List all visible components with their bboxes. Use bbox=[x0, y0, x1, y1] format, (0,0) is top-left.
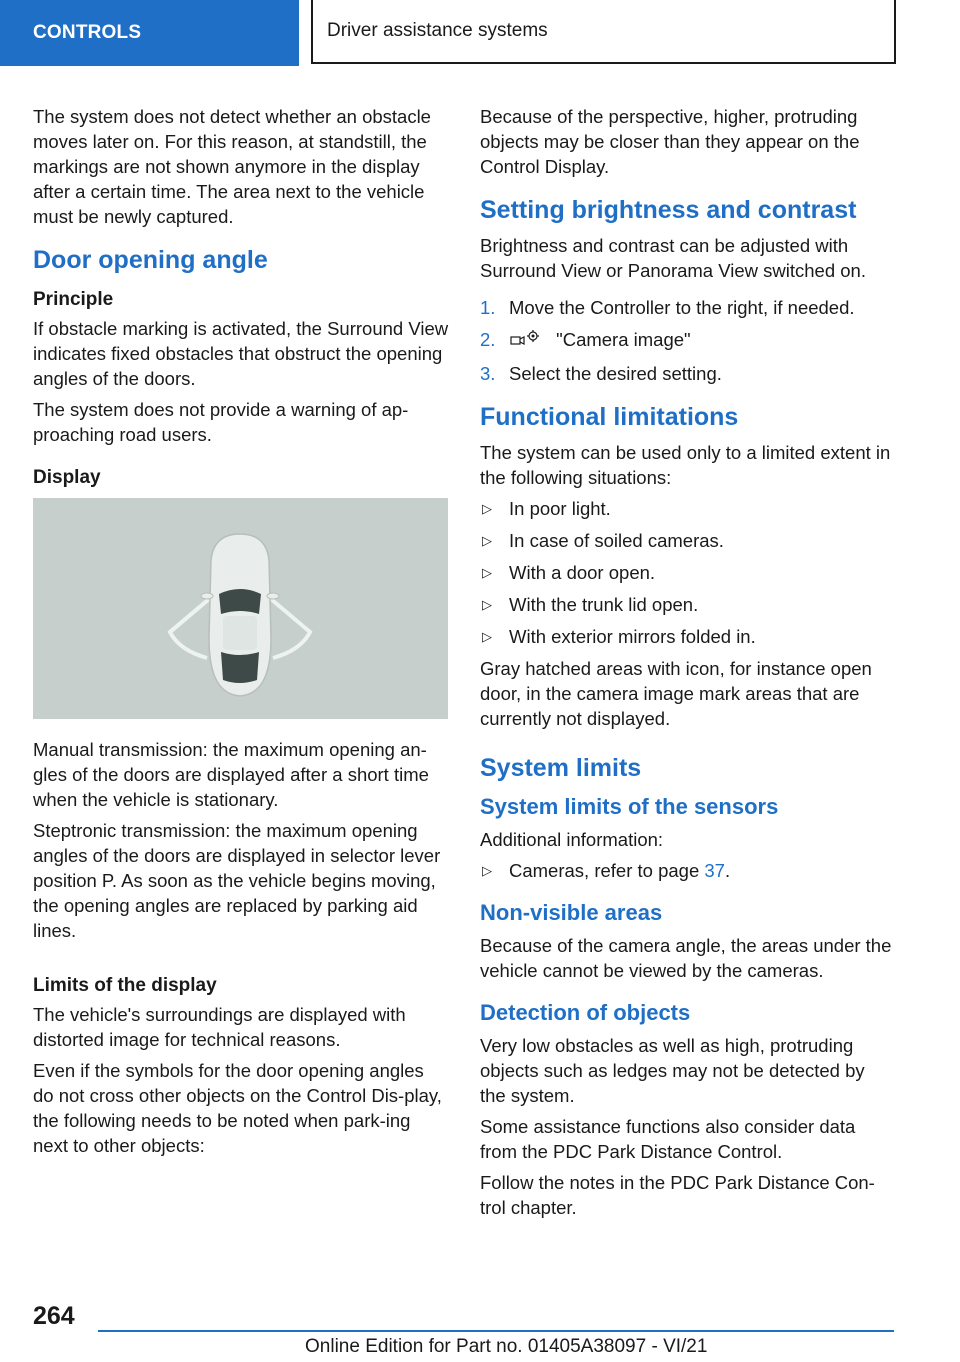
steptronic-paragraph: Steptronic transmission: the maximum opening angles of the doors are displayed in selector lever position P. As soon as the vehicle begins moving, the opening angles are replaced by parking aid lines. bbox=[33, 820, 441, 941]
bullet-triangle-icon: ▷ bbox=[482, 863, 492, 879]
right-door-arc bbox=[265, 594, 310, 658]
bullet-triangle-icon: ▷ bbox=[482, 565, 492, 581]
limits-paragraph-2: Even if the symbols for the door opening angles do not cross other objects on the Control Dis-play, the following needs to be noted when park-ing next to other objects: bbox=[33, 1060, 442, 1156]
chapter-header bbox=[311, 0, 896, 64]
section-tab bbox=[0, 0, 299, 66]
functional-limitations-heading: Functional limitations bbox=[480, 403, 739, 432]
chapter-title: Driver assistance systems bbox=[327, 20, 548, 41]
list-item bbox=[480, 624, 892, 649]
detection-paragraph-3: Follow the notes in the PDC Park Distance Con-trol chapter. bbox=[480, 1172, 875, 1219]
detection-paragraph-1: Very low obstacles as well as high, protruding objects such as ledges may not be detected by the system. bbox=[480, 1035, 865, 1107]
list-item bbox=[480, 858, 892, 883]
nonvisible-paragraph: Because of the camera angle, the areas under the vehicle cannot be viewed by the cameras. bbox=[480, 935, 892, 982]
list-item-text: In poor light. bbox=[509, 498, 611, 520]
display-heading: Display bbox=[33, 467, 101, 488]
roof bbox=[223, 616, 257, 650]
list-item bbox=[480, 560, 892, 585]
list-item bbox=[480, 592, 892, 617]
right-column bbox=[480, 104, 892, 1226]
list-item-text: With a door open. bbox=[509, 562, 656, 584]
step-item bbox=[480, 361, 892, 386]
functional-list bbox=[480, 496, 892, 649]
list-item-text: In case of soiled cameras. bbox=[509, 530, 724, 552]
detection-paragraph-2: Some assistance functions also consider data from the PDC Park Distance Control. bbox=[480, 1116, 856, 1163]
edition-info: Online Edition for Part no. 01405A38097 - VI/21 bbox=[305, 1336, 708, 1357]
step-item bbox=[480, 327, 892, 354]
principle-heading: Principle bbox=[33, 289, 114, 310]
bullet-triangle-icon: ▷ bbox=[482, 501, 492, 517]
page-number: 264 bbox=[33, 1302, 75, 1330]
step-number: 1. bbox=[480, 297, 496, 318]
sensor-list bbox=[480, 858, 892, 883]
page-37-link[interactable]: 37 bbox=[704, 860, 725, 882]
step-number: 2. bbox=[480, 329, 496, 350]
detection-heading: Detection of objects bbox=[480, 1000, 691, 1026]
limits-paragraph-1: The vehicle's surroundings are displayed with distorted image for technical reasons. bbox=[33, 1004, 406, 1050]
brightness-heading: Setting brightness and contrast bbox=[480, 196, 857, 224]
door-angle-figure bbox=[33, 498, 448, 719]
cameras-ref-text: Cameras, refer to page bbox=[509, 860, 700, 882]
list-item bbox=[480, 528, 892, 553]
bullet-triangle-icon: ▷ bbox=[482, 533, 492, 549]
principle-paragraph-2: The system does not provide a warning of ap-proaching road users. bbox=[33, 399, 409, 445]
step-text: Select the desired setting. bbox=[509, 363, 722, 385]
functional-paragraph: The system can be used only to a limited extent in the following situations: bbox=[480, 442, 891, 489]
step-item bbox=[480, 295, 892, 320]
step-text: Move the Controller to the right, if needed. bbox=[509, 297, 855, 318]
list-item bbox=[480, 496, 892, 521]
perspective-paragraph: Because of the perspective, higher, protruding objects may be closer than they appear on the Control Display. bbox=[480, 106, 860, 177]
rear-window bbox=[221, 652, 259, 683]
bullet-triangle-icon: ▷ bbox=[482, 597, 492, 613]
sensor-limits-heading: System limits of the sensors bbox=[480, 794, 779, 820]
limits-display-heading: Limits of the display bbox=[33, 975, 217, 996]
brightness-steps bbox=[480, 295, 892, 386]
bullet-triangle-icon: ▷ bbox=[482, 629, 492, 645]
additional-info-label: Additional information: bbox=[480, 829, 664, 851]
footer-divider bbox=[98, 1330, 894, 1332]
section-title: CONTROLS bbox=[33, 22, 142, 43]
windshield bbox=[219, 589, 261, 614]
cameras-ref-suffix: . bbox=[724, 860, 731, 882]
car-top-view-illustration bbox=[33, 498, 448, 719]
principle-paragraph-1: If obstacle marking is activated, the Surround View indicates fixed obstacles that obstruct the opening angles of the doors. bbox=[33, 318, 449, 389]
nonvisible-heading: Non-visible areas bbox=[480, 900, 663, 926]
step-number: 3. bbox=[480, 363, 496, 385]
left-column bbox=[33, 104, 449, 1164]
door-opening-heading: Door opening angle bbox=[33, 246, 268, 274]
intro-paragraph: The system does not detect whether an obstacle moves later on. For this reason, at standstill, the markings are not shown anymore in the display after a certain time. The area next to the vehicle must be newly captured. bbox=[33, 106, 431, 227]
system-limits-heading: System limits bbox=[480, 754, 642, 783]
camera-settings-icon bbox=[509, 328, 541, 354]
manual-transmission-paragraph: Manual transmission: the maximum opening an-gles of the doors are displayed after a short time when the vehicle is stationary. bbox=[33, 739, 429, 810]
step-text: "Camera image" bbox=[556, 329, 691, 350]
brightness-paragraph: Brightness and contrast can be adjusted with Surround View or Panorama View switched on. bbox=[480, 235, 866, 281]
gray-hatched-paragraph: Gray hatched areas with icon, for instance open door, in the camera image mark areas that are currently not displayed. bbox=[480, 658, 872, 730]
list-item-text: With exterior mirrors folded in. bbox=[509, 626, 756, 648]
list-item-text: With the trunk lid open. bbox=[509, 594, 699, 616]
